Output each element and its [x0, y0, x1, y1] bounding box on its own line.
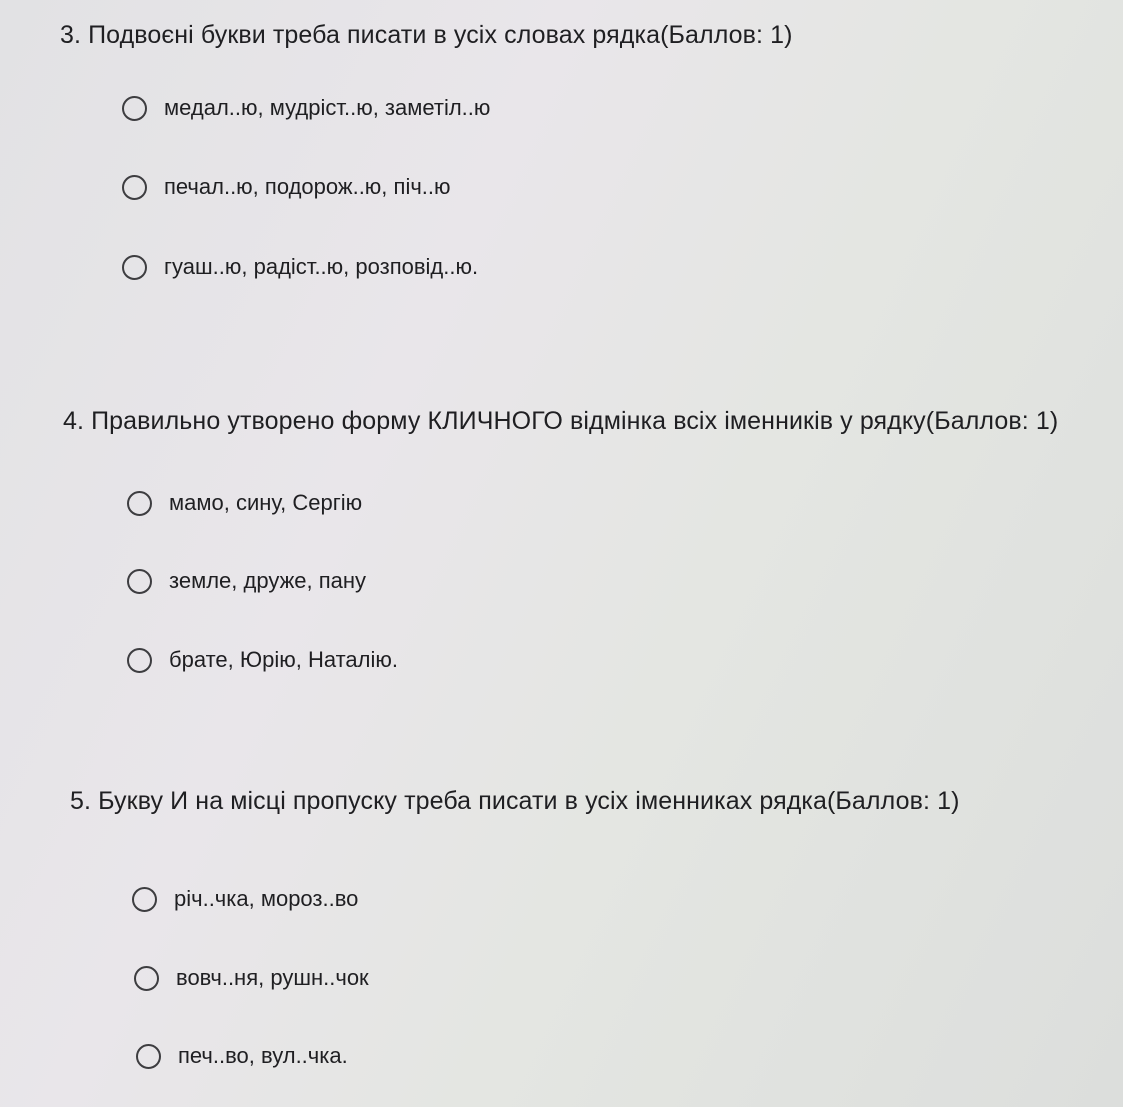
answer-option[interactable]: [122, 174, 451, 200]
answer-option[interactable]: [132, 886, 358, 912]
answer-option-label: медал..ю, мудріст..ю, заметіл..ю: [164, 95, 491, 120]
answer-option-label: печ..во, вул..чка.: [178, 1043, 348, 1068]
answer-option-label: гуаш..ю, радіст..ю, розповід..ю.: [164, 254, 479, 279]
answer-option-label: земле, друже, пану: [169, 568, 367, 593]
answer-option-label: вовч..ня, рушн..чок: [176, 965, 369, 990]
answer-option[interactable]: [127, 490, 362, 516]
answer-option[interactable]: [127, 647, 398, 673]
answer-option[interactable]: [127, 568, 366, 594]
answer-option[interactable]: [136, 1043, 348, 1069]
answer-option[interactable]: [134, 965, 369, 991]
radio-button[interactable]: [127, 491, 152, 516]
question-title: 4. Правильно утворено форму КЛИЧНОГО відмінка всіх іменників у рядку(Баллов: 1): [63, 407, 1059, 435]
radio-button[interactable]: [122, 255, 147, 280]
radio-button[interactable]: [132, 887, 157, 912]
answer-option[interactable]: [122, 254, 478, 280]
answer-option-label: мамо, сину, Сергію: [169, 490, 363, 515]
radio-button[interactable]: [127, 648, 152, 673]
radio-button[interactable]: [136, 1044, 161, 1069]
radio-button[interactable]: [127, 569, 152, 594]
radio-button[interactable]: [122, 96, 147, 121]
answer-option-label: брате, Юрію, Наталію.: [169, 647, 398, 672]
question-title: 5. Букву И на місці пропуску треба писати в усіх іменниках рядка(Баллов: 1): [70, 787, 960, 815]
question-title: 3. Подвоєні букви треба писати в усіх словах рядка(Баллов: 1): [60, 21, 793, 49]
answer-option[interactable]: [122, 95, 490, 121]
radio-button[interactable]: [122, 175, 147, 200]
answer-option-label: печал..ю, подорож..ю, піч..ю: [164, 174, 451, 199]
radio-button[interactable]: [134, 966, 159, 991]
answer-option-label: річ..чка, мороз..во: [174, 886, 359, 911]
